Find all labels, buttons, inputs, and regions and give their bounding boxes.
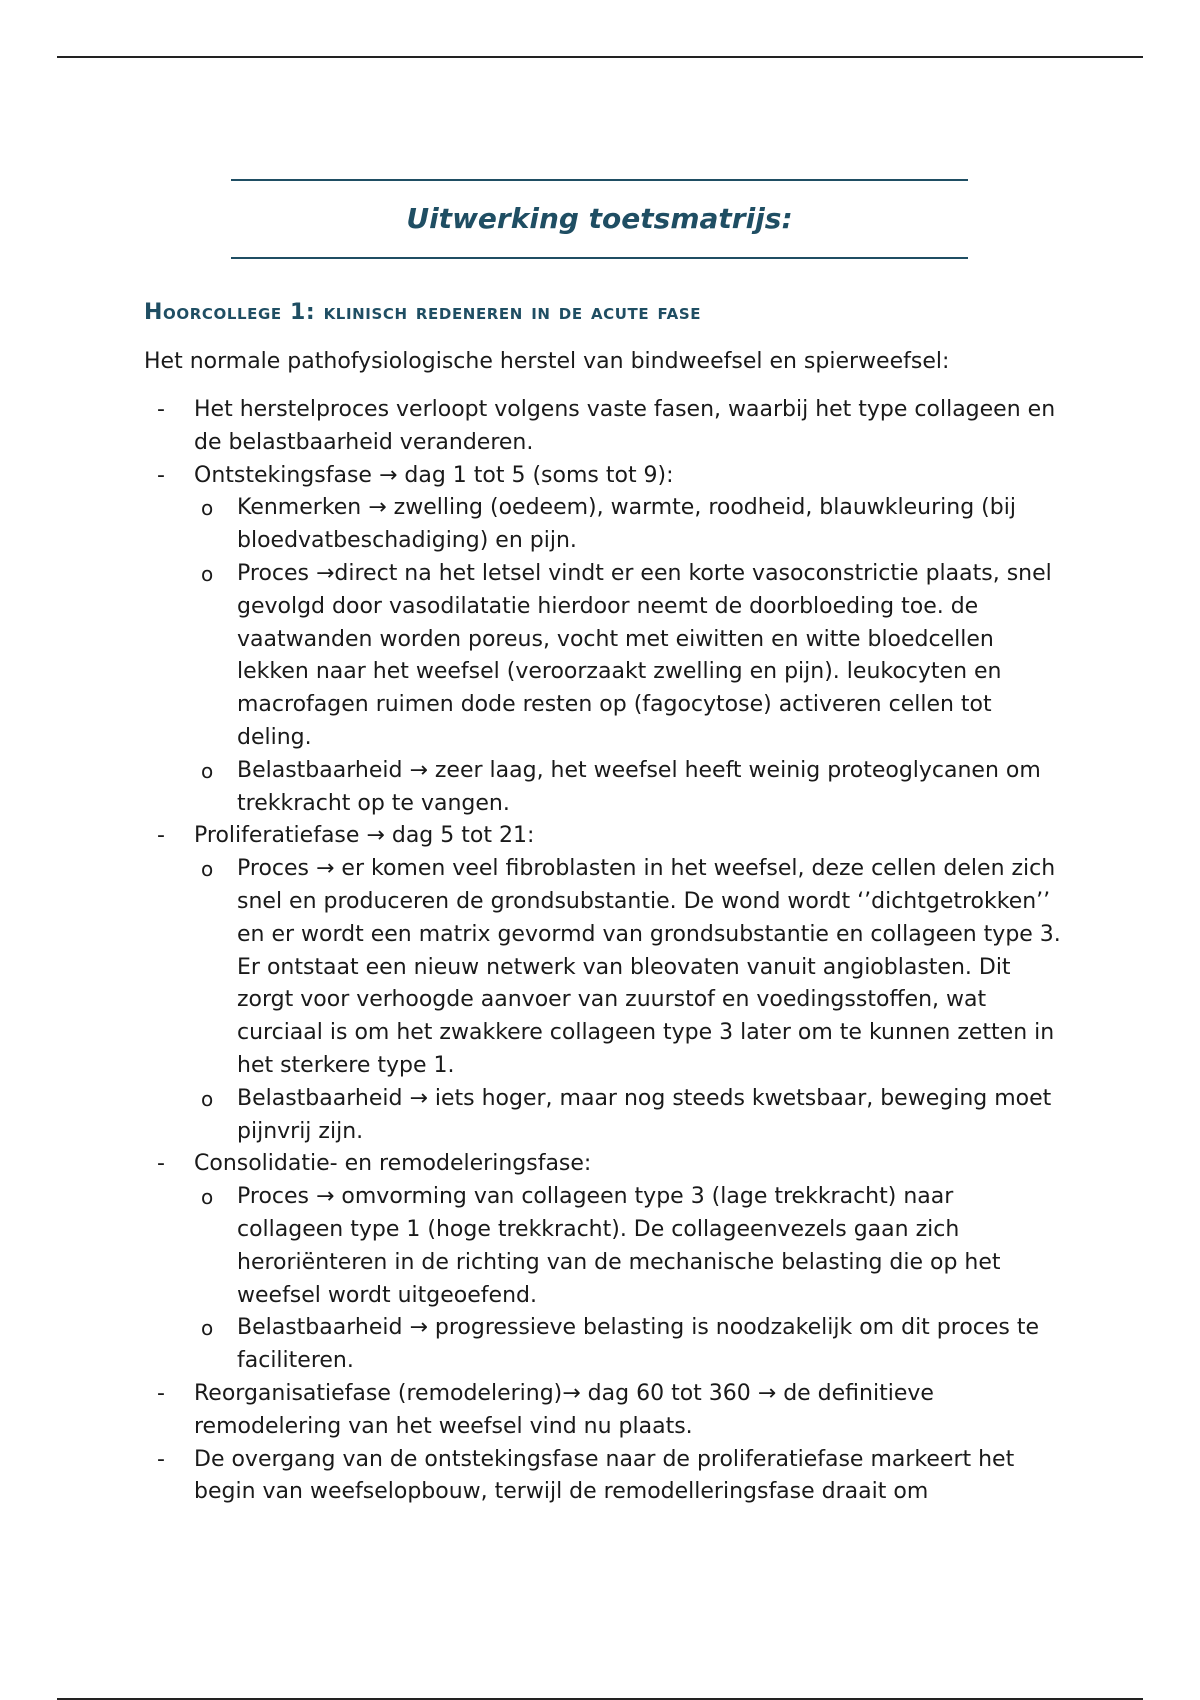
- content-list-container: [144, 394, 1064, 1509]
- dash-bullet: -: [157, 462, 165, 488]
- list-item: [144, 1378, 1064, 1444]
- sub-bullet-list: [194, 492, 1064, 820]
- section-heading: Hoorcollege 1: klinisch redeneren in de acute fase: [144, 300, 702, 325]
- sub-bullet-list: [194, 853, 1064, 1148]
- list-item: [144, 1148, 1064, 1378]
- dash-bullet: -: [157, 1446, 165, 1472]
- circle-bullet: o: [201, 857, 214, 882]
- dash-bullet: -: [157, 397, 165, 422]
- dash-bullet: -: [157, 1380, 165, 1406]
- document-title: Uitwerking toetsmatrijs:: [406, 202, 793, 235]
- sub-list-item: [194, 755, 1064, 821]
- title-bottom-rule: [231, 257, 968, 259]
- circle-bullet: o: [201, 1086, 214, 1111]
- title-block: [231, 179, 968, 259]
- sub-list-item: [194, 1181, 1064, 1312]
- sub-list-item: [194, 1312, 1064, 1378]
- sub-list-item-text: Belastbaarheid → iets hoger, maar nog steeds kwetsbaar, beweging moet pijnvrij zijn.: [237, 1085, 1052, 1144]
- list-item-text: Het herstelproces verloopt volgens vaste fasen, waarbij het type collageen en de belastbaarheid veranderen.: [194, 397, 1056, 455]
- sub-list-item-text: Kenmerken → zwelling (oedeem), warmte, roodheid, blauwkleuring (bij bloedvatbeschadiging) en pijn.: [237, 495, 1016, 554]
- intro-paragraph: Het normale pathofysiologische herstel van bindweefsel en spierweefsel:: [144, 349, 950, 374]
- sub-list-item-text: Belastbaarheid → progressieve belasting is noodzakelijk om dit proces te faciliteren.: [237, 1315, 1040, 1374]
- list-item-text: Proliferatiefase → dag 5 tot 21:: [194, 823, 535, 849]
- sub-bullet-list: [194, 1181, 1064, 1378]
- dash-bullet: -: [157, 823, 165, 849]
- list-item: [144, 394, 1064, 460]
- circle-bullet: o: [201, 1185, 214, 1210]
- sub-list-item-text: Proces →direct na het letsel vindt er een korte vasoconstrictie plaats, snel gevolgd door vasodilatatie hierdoor neemt de doorbloeding toe. de vaatwanden worden poreus, vocht met eiwitten en witte bloedcellen lekken naar het weefsel (veroorzaakt zwelling en pijn). leukocyten en macrofagen ruimen dode resten op (fagocytose) activeren cellen tot deling.: [237, 560, 1052, 750]
- circle-bullet: o: [201, 1316, 214, 1341]
- circle-bullet: o: [201, 561, 214, 586]
- list-item: [144, 460, 1064, 821]
- circle-bullet: o: [201, 496, 214, 521]
- list-item-text: Ontstekingsfase → dag 1 tot 5 (soms tot 9):: [194, 462, 674, 488]
- list-item-text: Consolidatie- en remodeleringsfase:: [194, 1151, 592, 1177]
- main-bullet-list: [144, 394, 1064, 1509]
- dash-bullet: -: [157, 1151, 165, 1177]
- list-item-text: Reorganisatiefase (remodelering)→ dag 60 tot 360 → de definitieve remodelering van het weefsel vind nu plaats.: [194, 1380, 934, 1439]
- sub-list-item: [194, 853, 1064, 1083]
- sub-list-item-text: Proces → omvorming van collageen type 3 (lage trekkracht) naar collageen type 1 (hoge trekkracht). De collageenvezels gaan zich heroriënteren in de richting van de mechanische belasting die op het weefsel wordt uitgeoefend.: [237, 1184, 1001, 1308]
- sub-list-item: [194, 1083, 1064, 1149]
- list-item-text: De overgang van de ontstekingsfase naar de proliferatiefase markeert het begin van weefselopbouw, terwijl de remodelleringsfase draait om: [194, 1446, 1015, 1505]
- circle-bullet: o: [201, 758, 214, 783]
- page-top-rule: [57, 56, 1143, 58]
- sub-list-item-text: Proces → er komen veel fibroblasten in het weefsel, deze cellen delen zich snel en produceren de grondsubstantie. De wond wordt ‘’dichtgetrokken’’ en er wordt een matrix gevormd van grondsubstantie en collageen type 3. Er ontstaat een nieuw netwerk van bleovaten vanuit angioblasten. Dit zorgt voor verhoogde aanvoer van zuurstof en voedingsstoffen, wat curciaal is om het zwakkere collageen type 3 later om te kunnen zetten in het sterkere type 1.: [237, 856, 1061, 1078]
- list-item: [144, 1444, 1064, 1510]
- sub-list-item-text: Belastbaarheid → zeer laag, het weefsel heeft weinig proteoglycanen om trekkracht op te vangen.: [237, 757, 1041, 816]
- sub-list-item: [194, 558, 1064, 755]
- sub-list-item: [194, 492, 1064, 558]
- list-item: [144, 820, 1064, 1148]
